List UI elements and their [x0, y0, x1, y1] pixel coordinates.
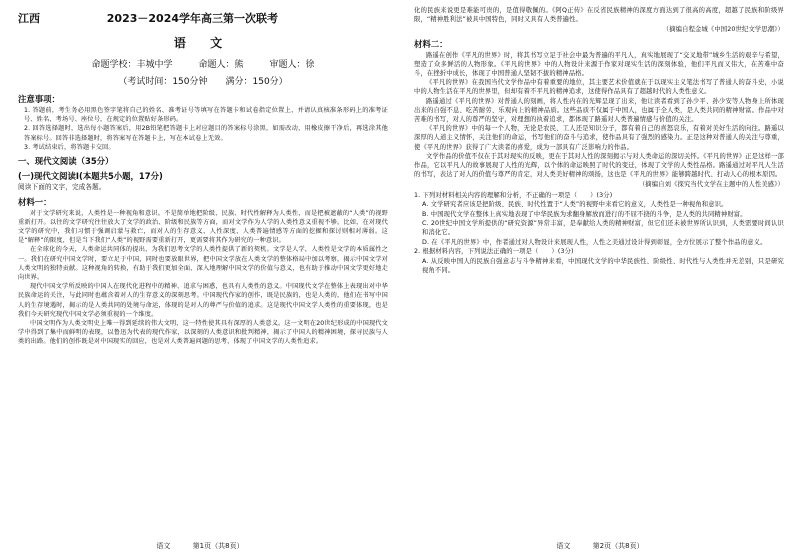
exam-title: 2023－2024学年高三第一次联考 [106, 12, 278, 25]
option-d: D. 在《平凡的世界》中，作者通过对人物设计来展现人性，人性之美通过设计得到彰显，全方位展示了整个作品的意义。 [422, 238, 767, 246]
paragraph: 中国文明作为人类文明史上唯一得到延续的伟大文明，这一特性使其具有深厚的人类意义。这一文明在20世纪形成的中国现代文学中得到了集中而鲜明的表现，以鲁迅为代表的现代作家，以深刻的人类意识和批判精神，揭示了中国人的精神困境，探寻民族与人类的出路。他们的创作既是对中国现实的回应，也是对人类普遍问题的思考，体现了中国文学的人类性追求。 [18, 320, 388, 346]
section-title: 一、现代文阅读（35分） [18, 156, 114, 167]
paragraph: 文学作品的价值不仅在于其对现实的反映，更在于其对人性的深刻揭示与对人类命运的深切关怀。《平凡的世界》正是这样一部作品，它以平凡人的故事展现了人性的光辉，以个体的命运映照了时代的变迁，体现了文学的人类性品格。路遥通过对平凡人生活的书写，表达了对人的价值与尊严的肯定，对人类美好精神的颂扬，这也是《平凡的世界》能够跨越时代、打动人心的根本原因。 [414, 152, 784, 179]
material-label: 材料一： [18, 196, 52, 207]
paragraph: 在全球化的今天，人类命运共同体的提出，为我们思考文学的人类性提供了新的契机。文学是人学，人类性是文学的本质属性之一。我们在研究中国文学时，要立足于中国，同时也要放眼世界，把中国文学放在人类文学的整体格局中加以考察，揭示中国文学对人类文明的独特贡献。这种视角的转换，有助于我们更加全面、深入地理解中国文学的价值与意义，也有助于推动中国文学更好地走向世界。 [18, 246, 388, 282]
subject-title: 语 文 [173, 36, 233, 50]
option-b: B. 中国现代文学在整体上真实地表现了中华民族为求翻身解放而进行的不屈不挠的斗争，是人类的共同精神财富。 [422, 210, 747, 218]
page-footer [400, 541, 800, 551]
author-label: 命题人：熊 [198, 60, 244, 70]
paragraph: 路遥通过《平凡的世界》对普通人的刻画，将人性内在的光辉呈现了出来，他让读者看到了孙少平、孙少安等人物身上所体现出来的自强不息、吃苦耐劳、乐观向上的精神品质。这些品质不仅属于中国人，也属于全人类，是人类共同的精神财富。作品中对苦难的书写，对人的尊严的坚守，对理想的执着追求，都体现了路遥对人类普遍情感与价值的关注。 [414, 97, 784, 124]
note-item: 1. 答题前，考生务必用黑色签字笔将自己的姓名、准考证号等填写在答题卡和试卷指定位置上，并请认真核准条形码上的准考证号、姓名、考场号、座位号，在规定的位置贴好条形码。 [24, 107, 388, 124]
option-c: C. 20世纪中国文学所提供的“研究资源”异常丰富，是奉献给人类的精神财富，但它们还未被世界所认识到，人类需要时间认识和消化它。 [422, 220, 784, 237]
region-label: 江西 [18, 12, 40, 25]
note-item: 3. 考试结束后，将答题卡交回。 [24, 143, 115, 151]
paragraph: 《平凡的世界》中的每一个人物，无论是农民、工人还是知识分子，都有着自己的喜怒哀乐，有着对美好生活的向往。路遥以深厚的人道主义情怀，关注他们的命运，书写他们的奋斗与追求，使作品具有了强烈的感染力。正是这种对普通人的关注与尊重，使《平凡的世界》获得了广大读者的喜爱，成为一部具有广泛影响力的作品。 [414, 125, 784, 151]
footer-page: 第2页（共8页） [592, 542, 644, 550]
page-footer [0, 541, 400, 551]
source-citation: （摘编自刘《探究当代文学在主题中的人性美感》） [638, 181, 784, 189]
footer-page: 第1页（共8页） [192, 542, 244, 550]
source-citation: （摘编自程金城《中国20世纪文学思潮》） [662, 26, 784, 34]
note-item: 2. 回答选择题时，选出每小题答案后，用2B铅笔把答题卡上对应题目的答案标号涂黑，如需改动，用橡皮擦干净后，再选涂其他答案标号。回答非选择题时，将答案写在答题卡上，写在本试卷上无效。 [24, 125, 388, 142]
time-score: （考试时间：150分钟 满分：150分） [118, 77, 288, 87]
instruction: 阅读下面的文字，完成各题。 [18, 183, 106, 192]
school-label: 命题学校：丰城中学 [91, 60, 173, 70]
exam-meta [18, 57, 388, 70]
reviewer-label: 审题人：徐 [269, 60, 315, 70]
question-2: 2. 根据材料内容，下列说法正确的一项是（ ）(3分) [414, 248, 574, 256]
question-1: 1. 下列对材料相关内容的理解和分析，不正确的一项是（ ）(3分) [414, 191, 613, 199]
paragraph: 化的民族来说更是难能可贵的，是值得敬佩的。《阿Q正传》在反省民族精神的深度方面达到了很高的高度，超越了民族和阶级界限，“精神胜利法”被具中国特色，同时又具有人类普遍性。 [414, 7, 784, 24]
material-label: 材料二： [414, 38, 448, 49]
paragraph: 现代中国文学所反映的中国人在现代化进程中的精神、追求与困惑，也具有人类性的意义。中国现代文学在整体上表现出对中华民族命运的关注，与此同时也蕴含着对人的生存意义的深刻思考。中国现代作家的创作，既是民族的，也是人类的，他们在书写中国人的生存境遇时，揭示的是人类共同的处境与命运，体现的是对人的尊严与价值的追求。这是现代中国文学人类性的重要体现，也是我们今天研究现代中国文学必须重视的一个维度。 [18, 283, 388, 318]
exam-header [18, 10, 388, 26]
page-right [400, 0, 800, 554]
footer-label: 语文 [156, 542, 171, 550]
option-a: A. 从反映中国人的民族自强意志与斗争精神来看，中国现代文学的中华民族性、阶级性、时代性与人类性并无差别，只是研究视角不同。 [422, 257, 784, 275]
option-a: A. 文学研究者应该是把阶级、民族、时代性置于“人类”的视野中来看它的意义，人类性是一种视角和意识。 [422, 201, 728, 209]
subsection-title: (一)现代文阅读Ⅰ(本题共5小题，17分) [18, 171, 163, 182]
footer-label: 语文 [556, 542, 571, 550]
paragraph: 《平凡的世界》在我国当代文学作品中有着重要的地位，其主要艺术价值就在于以现实主义笔法书写了普通人的奋斗史，小说中的人物生活在平凡的世界里，但却有着不平凡的精神追求，这使得作品具有了超越时代的人类性意义。 [414, 79, 784, 96]
paragraph: 路遥在创作《平凡的世界》时，将其书写立足于社会中最为普遍的平凡人，真实地展现了“交叉地带”城乡生活的艰辛与希望，塑造了众多鲜活的人物形象。《平凡的世界》中的人物设计来源于作家对现实生活的深刻体验，他们平凡而又伟大，在苦难中奋斗，在挫折中成长，体现了中国普通人坚韧不拔的精神品格。 [414, 51, 784, 78]
notes-title: 注意事项： [18, 94, 60, 104]
paragraph: 对于文学研究来说，人类性是一种视角和意识。不是简单地把阶级、民族、时代性解释为人类性，而是把被遮蔽的“人类”的视野重新打开。以往的文学研究往往放大了文学的政治、阶级和民族等方面，而对文学作为人学的人类性意义重视不够。比如，在对现代文学的研究中，我们习惯于强调启蒙与救亡，而对人的生存意义、人性深度、人类普遍情感等方面的挖掘和探讨则相对薄弱。这是“解释”的限度，但是当下我们“人类”的视野需要重新打开，更需要将其作为研究的一种意识。 [18, 209, 388, 245]
